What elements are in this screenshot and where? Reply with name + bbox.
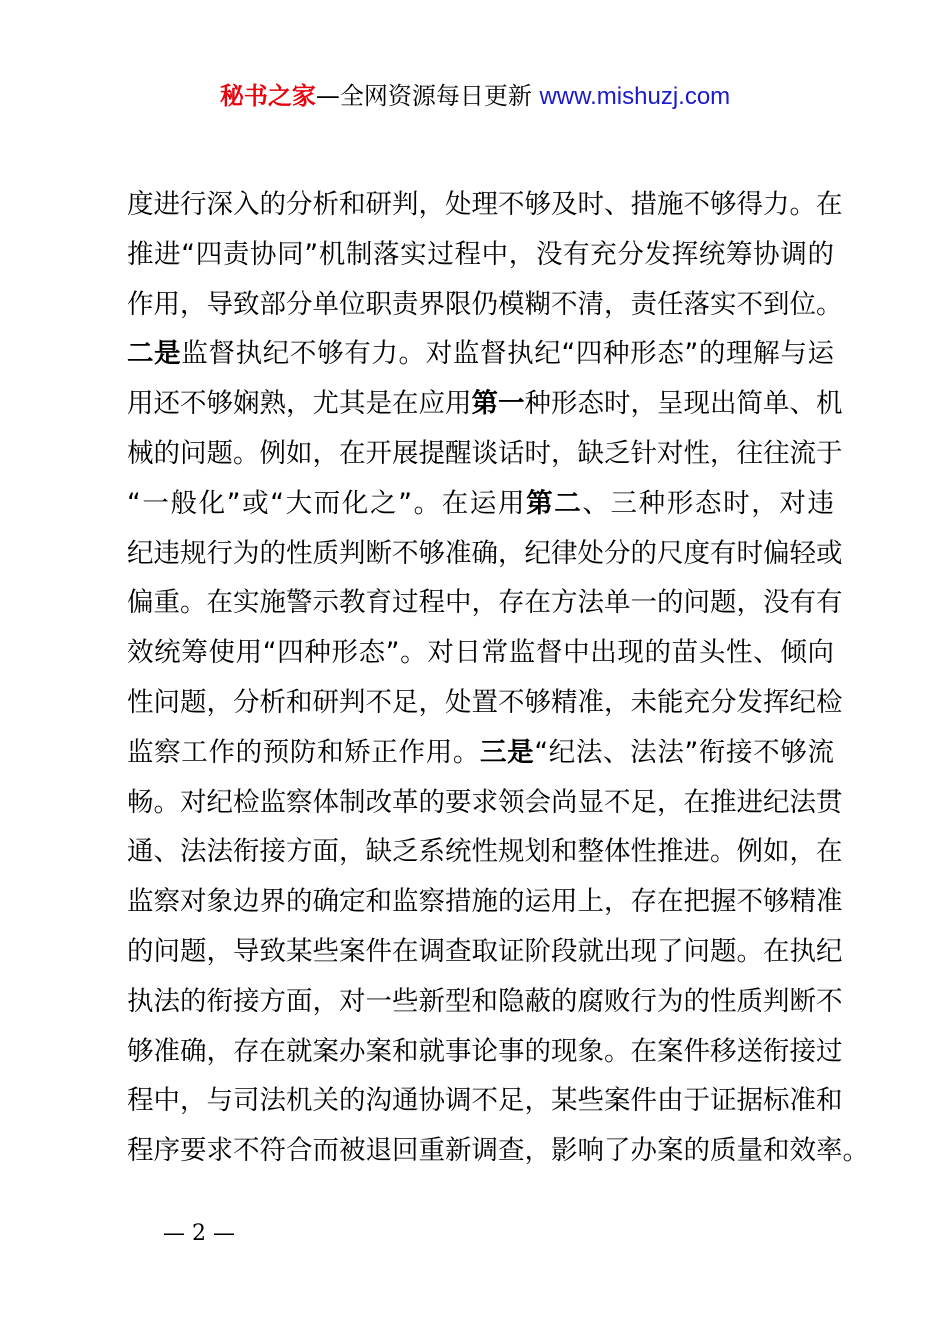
text-segment: 程序要求不符合而被退回重新调查，影响了办案的质量和效率。 <box>127 1135 869 1167</box>
text-segment: 偏重。在实施警示教育过程中，存在方法单一的问题，没有有 <box>127 587 843 619</box>
text-line <box>127 529 843 579</box>
bold-text-segment: 第一 <box>471 388 525 420</box>
text-line <box>127 1027 843 1077</box>
text-segment: 用还不够娴熟，尤其是在应用 <box>127 388 472 420</box>
text-line <box>127 628 834 678</box>
text-segment: 度进行深入的分析和研判，处理不够及时、措施不够得力。在 <box>127 189 843 220</box>
header-tagline: —全网资源每日更新 <box>315 82 532 110</box>
text-line <box>127 329 834 379</box>
text-line <box>127 977 843 1027</box>
text-line <box>127 280 843 330</box>
text-segment: 执法的衔接方面，对一些新型和隐蔽的腐败行为的性质判断不 <box>127 985 843 1017</box>
text-line <box>127 1076 843 1126</box>
text-segment: 作用，导致部分单位职责界限仍模糊不清，责任落实不到位。 <box>127 288 843 320</box>
text-segment: 够准确，存在就案办案和就事论事的现象。在案件移送衔接过 <box>127 1035 843 1067</box>
text-segment: 效统筹使用“四种形态”。对日常监督中出现的苗头性、倾向 <box>127 637 834 669</box>
text-segment: 监督执纪不够有力。对监督执纪“四种形态”的理解与运 <box>181 338 834 370</box>
text-segment: 监察对象边界的确定和监察措施的运用上，存在把握不够精准 <box>127 886 843 918</box>
text-segment: 畅。对纪检监察体制改革的要求领会尚显不足，在推进纪法贯 <box>127 786 843 818</box>
text-segment: 械的问题。例如，在开展提醒谈话时，缺乏针对性，往往流于 <box>127 437 843 469</box>
text-segment: “纪法、法法”衔接不够流 <box>534 736 834 768</box>
text-line <box>127 678 843 728</box>
bold-text-segment: 第二 <box>526 487 583 519</box>
text-segment: 程中，与司法机关的沟通协调不足，某些案件由于证据标准和 <box>127 1085 843 1117</box>
text-segment: 通、法法衔接方面，缺乏系统性规划和整体性推进。例如，在 <box>127 836 843 868</box>
brand-name: 秘书之家 <box>219 82 316 110</box>
text-line <box>127 827 843 877</box>
site-header <box>0 78 950 115</box>
text-line <box>127 927 843 977</box>
text-segment: 监察工作的预防和矫正作用。 <box>127 736 481 768</box>
text-line <box>127 479 834 529</box>
text-line <box>127 778 843 828</box>
document-body <box>127 180 869 1176</box>
text-line <box>127 728 834 778</box>
text-segment: 种形态时，呈现出简单、机 <box>524 388 843 420</box>
text-line <box>127 379 843 429</box>
bold-text-segment: 三是 <box>480 736 535 768</box>
text-line <box>127 877 843 927</box>
text-line <box>127 429 843 479</box>
text-line <box>127 180 843 230</box>
text-line <box>127 230 834 280</box>
text-segment: 推进“四责协同”机制落实过程中，没有充分发挥统筹协调的 <box>127 238 834 270</box>
text-segment: 、三种形态时，对违 <box>582 487 835 519</box>
text-line <box>127 578 843 628</box>
text-line <box>127 1126 869 1176</box>
text-segment: 纪违规行为的性质判断不够准确，纪律处分的尺度有时偏轻或 <box>127 537 843 569</box>
text-segment: 性问题，分析和研判不足，处置不够精准，未能充分发挥纪检 <box>127 686 843 718</box>
website-link[interactable]: www.mishuzj.com <box>539 83 731 110</box>
page-number: — 2 — <box>163 1221 235 1246</box>
text-segment: “一般化”或“大而化之”。在运用 <box>127 487 527 519</box>
text-segment: 的问题，导致某些案件在调查取证阶段就出现了问题。在执纪 <box>127 935 843 967</box>
bold-text-segment: 二是 <box>127 338 182 370</box>
